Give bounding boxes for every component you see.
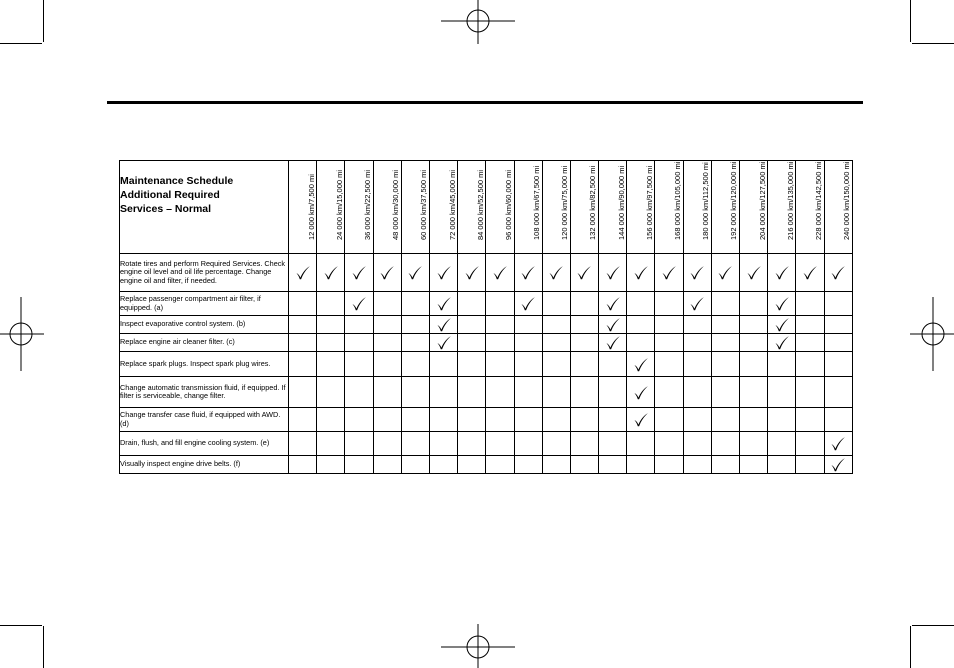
schedule-cell xyxy=(655,316,683,334)
schedule-cell xyxy=(796,316,824,334)
table-row xyxy=(120,254,853,292)
checkmark-icon xyxy=(717,265,733,280)
schedule-cell xyxy=(429,432,457,456)
checkmark-icon xyxy=(774,296,790,311)
schedule-cell xyxy=(289,377,317,408)
registration-mark-left xyxy=(0,297,44,371)
checkmark-icon xyxy=(436,317,452,332)
schedule-cell xyxy=(514,316,542,334)
interval-label: 84 000 km/52,500 mi xyxy=(475,169,485,240)
schedule-cell xyxy=(401,432,429,456)
interval-label: 36 000 km/22,500 mi xyxy=(362,169,372,240)
schedule-cell xyxy=(429,408,457,432)
service-description: Change automatic transmission fluid, if equipped. If filter is serviceable, change filter. xyxy=(120,377,289,408)
interval-header xyxy=(711,161,739,254)
schedule-cell xyxy=(683,377,711,408)
schedule-cell xyxy=(458,456,486,474)
schedule-cell xyxy=(289,456,317,474)
service-description: Replace engine air cleaner filter. (c) xyxy=(120,334,289,352)
schedule-cell xyxy=(345,292,373,316)
schedule-cell xyxy=(401,456,429,474)
schedule-cell xyxy=(711,292,739,316)
schedule-cell xyxy=(486,334,514,352)
checkmark-icon xyxy=(407,265,423,280)
schedule-cell xyxy=(373,316,401,334)
schedule-cell xyxy=(627,432,655,456)
schedule-cell xyxy=(570,316,598,334)
schedule-cell xyxy=(683,408,711,432)
checkmark-icon xyxy=(605,296,621,311)
schedule-cell xyxy=(401,316,429,334)
schedule-cell xyxy=(542,292,570,316)
schedule-cell xyxy=(740,292,768,316)
table-row xyxy=(120,292,853,316)
schedule-cell xyxy=(740,456,768,474)
schedule-cell xyxy=(345,334,373,352)
schedule-cell xyxy=(458,254,486,292)
interval-header xyxy=(458,161,486,254)
schedule-cell xyxy=(740,334,768,352)
interval-label: 180 000 km/112,500 mi xyxy=(701,162,711,240)
schedule-cell xyxy=(458,408,486,432)
schedule-cell xyxy=(289,254,317,292)
interval-label: 72 000 km/45,000 mi xyxy=(447,169,457,240)
interval-header xyxy=(486,161,514,254)
checkmark-icon xyxy=(605,265,621,280)
schedule-cell xyxy=(655,352,683,377)
schedule-cell xyxy=(796,352,824,377)
schedule-cell xyxy=(599,316,627,334)
schedule-cell xyxy=(542,456,570,474)
schedule-cell xyxy=(458,432,486,456)
schedule-cell xyxy=(740,377,768,408)
schedule-cell xyxy=(373,377,401,408)
service-description: Inspect evaporative control system. (b) xyxy=(120,316,289,334)
schedule-cell xyxy=(373,292,401,316)
table-row xyxy=(120,456,853,474)
schedule-cell xyxy=(514,456,542,474)
schedule-cell xyxy=(711,352,739,377)
table-row xyxy=(120,316,853,334)
checkmark-icon xyxy=(633,265,649,280)
schedule-cell xyxy=(768,334,796,352)
schedule-cell xyxy=(486,352,514,377)
interval-label: 240 000 km/150,000 mi xyxy=(842,161,852,240)
schedule-cell xyxy=(486,377,514,408)
crop-mark xyxy=(910,0,911,42)
schedule-cell xyxy=(429,316,457,334)
schedule-cell xyxy=(655,377,683,408)
schedule-cell xyxy=(740,432,768,456)
checkmark-icon xyxy=(689,265,705,280)
schedule-cell xyxy=(570,334,598,352)
schedule-cell xyxy=(796,254,824,292)
schedule-cell xyxy=(824,292,852,316)
schedule-cell xyxy=(768,254,796,292)
schedule-cell xyxy=(345,316,373,334)
schedule-cell xyxy=(570,254,598,292)
checkmark-icon xyxy=(379,265,395,280)
schedule-cell xyxy=(542,334,570,352)
checkmark-icon xyxy=(576,265,592,280)
checkmark-icon xyxy=(830,265,846,280)
schedule-cell xyxy=(289,316,317,334)
schedule-cell xyxy=(655,292,683,316)
checkmark-icon xyxy=(689,296,705,311)
schedule-cell xyxy=(599,432,627,456)
header-row xyxy=(120,161,853,254)
schedule-cell xyxy=(824,352,852,377)
schedule-cell xyxy=(627,377,655,408)
schedule-cell xyxy=(458,377,486,408)
crop-mark xyxy=(912,43,954,44)
checkmark-icon xyxy=(464,265,480,280)
schedule-cell xyxy=(570,432,598,456)
schedule-cell xyxy=(486,254,514,292)
schedule-cell xyxy=(570,456,598,474)
checkmark-icon xyxy=(548,265,564,280)
checkmark-icon xyxy=(436,296,452,311)
service-description: Change transfer case fluid, if equipped with AWD. (d) xyxy=(120,408,289,432)
schedule-cell xyxy=(514,377,542,408)
schedule-cell xyxy=(514,254,542,292)
schedule-cell xyxy=(768,352,796,377)
schedule-cell xyxy=(796,377,824,408)
schedule-cell xyxy=(655,254,683,292)
table-row xyxy=(120,377,853,408)
schedule-cell xyxy=(570,408,598,432)
schedule-cell xyxy=(289,432,317,456)
schedule-cell xyxy=(711,408,739,432)
interval-header xyxy=(655,161,683,254)
schedule-cell xyxy=(514,334,542,352)
schedule-cell xyxy=(768,292,796,316)
schedule-cell xyxy=(542,316,570,334)
schedule-cell xyxy=(711,254,739,292)
schedule-cell xyxy=(345,377,373,408)
schedule-cell xyxy=(317,377,345,408)
table-row xyxy=(120,352,853,377)
schedule-cell xyxy=(768,377,796,408)
schedule-cell xyxy=(740,352,768,377)
service-description: Rotate tires and perform Required Services. Check engine oil level and oil life percentage. Change engine oil and filter, if needed. xyxy=(120,254,289,292)
interval-label: 204 000 km/127,500 mi xyxy=(757,161,767,240)
schedule-cell xyxy=(429,254,457,292)
schedule-cell xyxy=(373,456,401,474)
interval-header xyxy=(796,161,824,254)
schedule-cell xyxy=(655,432,683,456)
schedule-cell xyxy=(570,352,598,377)
schedule-cell xyxy=(627,456,655,474)
schedule-cell xyxy=(345,352,373,377)
schedule-cell xyxy=(711,377,739,408)
schedule-cell xyxy=(824,408,852,432)
schedule-cell xyxy=(373,334,401,352)
schedule-cell xyxy=(514,352,542,377)
schedule-cell xyxy=(317,316,345,334)
schedule-cell xyxy=(542,352,570,377)
interval-header xyxy=(317,161,345,254)
schedule-cell xyxy=(401,352,429,377)
schedule-cell xyxy=(599,292,627,316)
schedule-cell xyxy=(627,334,655,352)
schedule-cell xyxy=(824,456,852,474)
schedule-cell xyxy=(373,432,401,456)
interval-label: 96 000 km/60,000 mi xyxy=(503,169,513,240)
checkmark-icon xyxy=(633,357,649,372)
checkmark-icon xyxy=(774,265,790,280)
schedule-cell xyxy=(401,292,429,316)
schedule-cell xyxy=(824,316,852,334)
schedule-cell xyxy=(317,408,345,432)
schedule-cell xyxy=(768,316,796,334)
checkmark-icon xyxy=(746,265,762,280)
crop-mark xyxy=(43,626,44,668)
checkmark-icon xyxy=(351,296,367,311)
checkmark-icon xyxy=(436,335,452,350)
schedule-cell xyxy=(627,254,655,292)
schedule-cell xyxy=(711,316,739,334)
schedule-cell xyxy=(824,254,852,292)
schedule-cell xyxy=(599,456,627,474)
schedule-cell xyxy=(486,408,514,432)
schedule-cell xyxy=(683,456,711,474)
schedule-cell xyxy=(683,292,711,316)
schedule-cell xyxy=(655,456,683,474)
schedule-cell xyxy=(401,377,429,408)
schedule-cell xyxy=(768,456,796,474)
checkmark-icon xyxy=(605,335,621,350)
schedule-cell xyxy=(683,334,711,352)
checkmark-icon xyxy=(605,317,621,332)
schedule-cell xyxy=(627,352,655,377)
schedule-cell xyxy=(796,456,824,474)
schedule-cell xyxy=(345,432,373,456)
schedule-cell xyxy=(711,456,739,474)
table-row xyxy=(120,432,853,456)
schedule-cell xyxy=(796,432,824,456)
schedule-cell xyxy=(824,334,852,352)
schedule-cell xyxy=(570,292,598,316)
schedule-cell xyxy=(317,254,345,292)
interval-header xyxy=(542,161,570,254)
checkmark-icon xyxy=(520,265,536,280)
schedule-cell xyxy=(317,456,345,474)
interval-label: 60 000 km/37,500 mi xyxy=(419,169,429,240)
interval-label: 144 000 km/90,000 mi xyxy=(616,165,626,240)
schedule-body xyxy=(120,254,853,474)
checkmark-icon xyxy=(351,265,367,280)
schedule-cell xyxy=(289,352,317,377)
interval-header xyxy=(401,161,429,254)
schedule-cell xyxy=(740,254,768,292)
schedule-cell xyxy=(429,352,457,377)
checkmark-icon xyxy=(774,317,790,332)
table-row xyxy=(120,408,853,432)
schedule-cell xyxy=(401,334,429,352)
schedule-cell xyxy=(740,408,768,432)
schedule-cell xyxy=(289,408,317,432)
checkmark-icon xyxy=(802,265,818,280)
interval-label: 48 000 km/30,000 mi xyxy=(391,169,401,240)
registration-mark-top xyxy=(441,0,515,44)
interval-label: 168 000 km/105,000 mi xyxy=(673,161,683,240)
schedule-cell xyxy=(429,456,457,474)
schedule-cell xyxy=(429,334,457,352)
schedule-cell xyxy=(514,292,542,316)
schedule-cell xyxy=(542,254,570,292)
schedule-cell xyxy=(711,334,739,352)
checkmark-icon xyxy=(633,412,649,427)
checkmark-icon xyxy=(492,265,508,280)
registration-mark-right xyxy=(910,297,954,371)
table-title xyxy=(120,161,289,254)
schedule-cell xyxy=(599,254,627,292)
schedule-cell xyxy=(824,432,852,456)
schedule-cell xyxy=(740,316,768,334)
checkmark-icon xyxy=(830,436,846,451)
schedule-cell xyxy=(289,292,317,316)
table-title-line: Services – Normal xyxy=(120,203,212,215)
interval-header xyxy=(740,161,768,254)
crop-mark xyxy=(912,625,954,626)
schedule-cell xyxy=(317,334,345,352)
schedule-cell xyxy=(401,408,429,432)
schedule-cell xyxy=(599,377,627,408)
interval-header xyxy=(824,161,852,254)
service-description: Visually inspect engine drive belts. (f) xyxy=(120,456,289,474)
schedule-cell xyxy=(683,352,711,377)
crop-mark xyxy=(43,0,44,42)
schedule-cell xyxy=(655,408,683,432)
schedule-cell xyxy=(345,456,373,474)
crop-mark xyxy=(910,626,911,668)
schedule-cell xyxy=(655,334,683,352)
schedule-cell xyxy=(599,334,627,352)
schedule-cell xyxy=(683,316,711,334)
schedule-cell xyxy=(796,292,824,316)
service-description: Replace spark plugs. Inspect spark plug wires. xyxy=(120,352,289,377)
interval-label: 132 000 km/82,500 mi xyxy=(588,165,598,240)
schedule-cell xyxy=(458,292,486,316)
interval-header xyxy=(514,161,542,254)
schedule-cell xyxy=(458,316,486,334)
schedule-cell xyxy=(683,432,711,456)
schedule-cell xyxy=(373,408,401,432)
schedule-cell xyxy=(542,432,570,456)
interval-label: 216 000 km/135,000 mi xyxy=(785,161,795,240)
schedule-cell xyxy=(627,292,655,316)
crop-mark xyxy=(0,43,42,44)
interval-label: 24 000 km/15,000 mi xyxy=(334,169,344,240)
checkmark-icon xyxy=(295,265,311,280)
table-title-line: Maintenance Schedule xyxy=(120,175,234,187)
schedule-cell xyxy=(317,352,345,377)
interval-label: 228 000 km/142,500 mi xyxy=(813,161,823,240)
schedule-cell xyxy=(824,377,852,408)
schedule-cell xyxy=(429,377,457,408)
schedule-cell xyxy=(429,292,457,316)
schedule-cell xyxy=(542,377,570,408)
schedule-cell xyxy=(768,408,796,432)
checkmark-icon xyxy=(633,385,649,400)
maintenance-schedule-table xyxy=(119,160,853,474)
schedule-cell xyxy=(289,334,317,352)
schedule-cell xyxy=(683,254,711,292)
schedule-cell xyxy=(627,408,655,432)
schedule-cell xyxy=(486,316,514,334)
schedule-cell xyxy=(570,377,598,408)
interval-header xyxy=(345,161,373,254)
schedule-cell xyxy=(514,432,542,456)
interval-label: 108 000 km/67,500 mi xyxy=(532,165,542,240)
schedule-cell xyxy=(317,432,345,456)
interval-header xyxy=(768,161,796,254)
interval-label: 156 000 km/97,500 mi xyxy=(644,165,654,240)
interval-header xyxy=(627,161,655,254)
interval-header xyxy=(289,161,317,254)
table-row xyxy=(120,334,853,352)
schedule-cell xyxy=(401,254,429,292)
schedule-cell xyxy=(599,408,627,432)
schedule-cell xyxy=(486,292,514,316)
interval-label: 12 000 km/7,500 mi xyxy=(306,174,316,240)
checkmark-icon xyxy=(323,265,339,280)
checkmark-icon xyxy=(436,265,452,280)
schedule-cell xyxy=(458,334,486,352)
interval-header xyxy=(570,161,598,254)
checkmark-icon xyxy=(661,265,677,280)
table-title-line: Additional Required xyxy=(120,189,220,201)
schedule-cell xyxy=(373,352,401,377)
schedule-cell xyxy=(796,334,824,352)
schedule-cell xyxy=(768,432,796,456)
schedule-cell xyxy=(317,292,345,316)
schedule-cell xyxy=(542,408,570,432)
checkmark-icon xyxy=(830,457,846,472)
interval-header xyxy=(683,161,711,254)
schedule-cell xyxy=(458,352,486,377)
interval-header xyxy=(429,161,457,254)
schedule-cell xyxy=(486,456,514,474)
interval-label: 120 000 km/75,000 mi xyxy=(560,165,570,240)
schedule-cell xyxy=(345,254,373,292)
interval-label: 192 000 km/120,000 mi xyxy=(729,161,739,240)
schedule-cell xyxy=(486,432,514,456)
schedule-cell xyxy=(627,316,655,334)
checkmark-icon xyxy=(520,296,536,311)
registration-mark-bottom xyxy=(441,624,515,668)
service-description: Replace passenger compartment air filter, if equipped. (a) xyxy=(120,292,289,316)
interval-header xyxy=(373,161,401,254)
header-rule xyxy=(107,101,863,104)
service-description: Drain, flush, and fill engine cooling system. (e) xyxy=(120,432,289,456)
crop-mark xyxy=(0,625,42,626)
schedule-cell xyxy=(345,408,373,432)
interval-header xyxy=(599,161,627,254)
schedule-cell xyxy=(796,408,824,432)
schedule-cell xyxy=(599,352,627,377)
checkmark-icon xyxy=(774,335,790,350)
schedule-cell xyxy=(711,432,739,456)
schedule-cell xyxy=(373,254,401,292)
schedule-cell xyxy=(514,408,542,432)
